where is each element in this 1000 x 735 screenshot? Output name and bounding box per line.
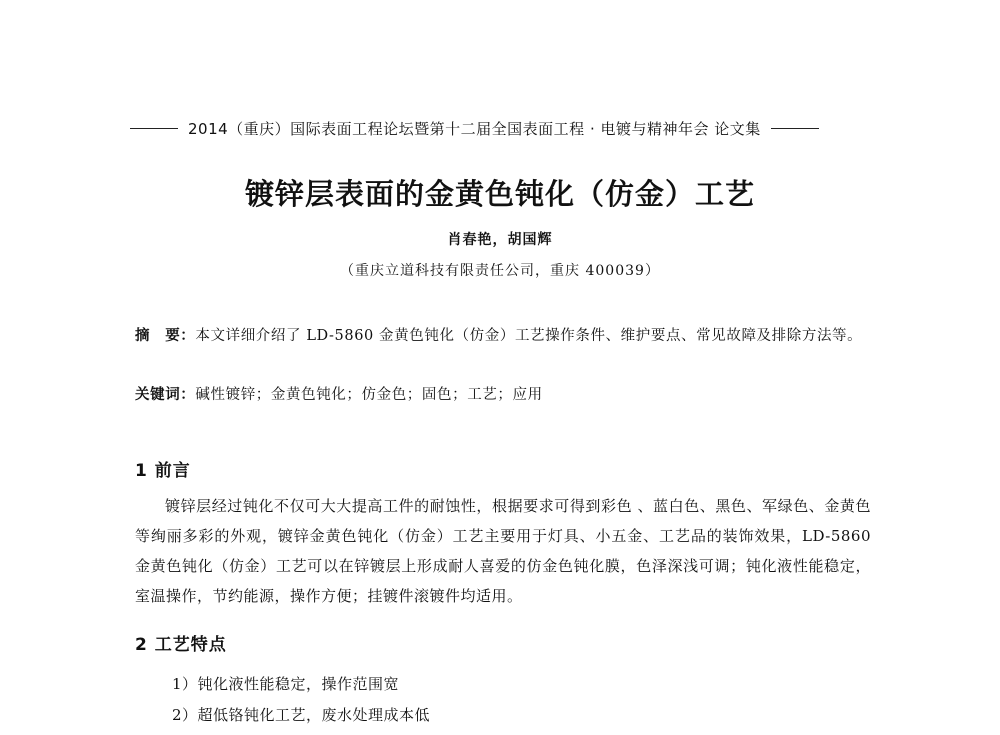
- header-rule-left: [130, 128, 178, 129]
- paper-authors: 肖春艳，胡国辉: [447, 232, 553, 248]
- running-header-text: 2014（重庆）国际表面工程论坛暨第十二届全国表面工程 · 电镀与精神年会 论文集: [188, 120, 761, 138]
- header-rule-right: [771, 128, 819, 129]
- keywords: [135, 382, 870, 408]
- running-header: [130, 118, 870, 139]
- section-heading-introduction: 1 前言: [135, 461, 191, 481]
- keywords-label: 关键词：: [135, 387, 196, 403]
- paper-title: 镀锌层表面的金黄色钝化（仿金）工艺: [244, 177, 755, 211]
- list-item: 2）超低铬钝化工艺，废水处理成本低: [172, 706, 431, 724]
- list-item: 1）钝化液性能稳定，操作范围宽: [172, 675, 400, 693]
- abstract: [135, 321, 870, 351]
- introduction-paragraph: 镀锌层经过钝化不仅可大大提高工件的耐蚀性，根据要求可得到彩色 、蓝白色、黑色、军绿色、金黄色等绚丽多彩的外观，镀锌金黄色钝化（仿金）工艺主要用于灯具、小五金、工艺品的装饰效果，LD-5860 金黄色钝化（仿金）工艺可以在锌镀层上形成耐人喜爱的仿金色钝化膜，色泽深浅可调；钝化液性能稳定，室温操作，节约能源，操作方便；挂镀件滚镀件均适用。: [135, 497, 871, 605]
- abstract-label: 摘 要：: [135, 328, 196, 344]
- section-heading-process-features: 2 工艺特点: [135, 635, 227, 655]
- paper-affiliation: （重庆立道科技有限责任公司，重庆 400039）: [340, 263, 660, 279]
- process-features-list: [172, 669, 430, 731]
- abstract-text: 本文详细介绍了 LD-5860 金黄色钝化（仿金）工艺操作条件、维护要点、常见故障及排除方法等。: [195, 328, 863, 344]
- keywords-text: 碱性镀锌；金黄色钝化；仿金色；固色；工艺；应用: [195, 387, 543, 403]
